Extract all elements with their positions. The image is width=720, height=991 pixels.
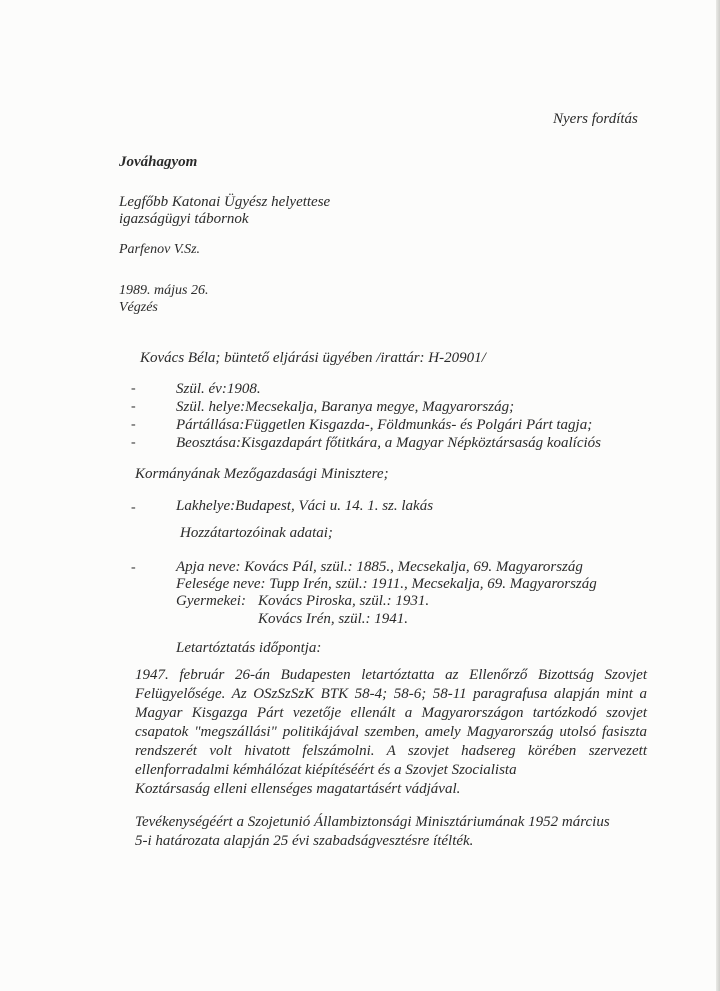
scan-edge [716, 0, 720, 991]
paragraph-line: Felügyelősége. Az OSzSzSzK BTK 58-4; 58-6; 58-11 paragrafusa alapján mint a [135, 686, 647, 702]
sentence-paragraph [135, 813, 647, 851]
case-subject-line: Kovács Béla; büntető eljárási ügyében /irattár: H-20901/ [140, 350, 486, 366]
list-dash: - [131, 435, 136, 450]
arrest-heading: Letartóztatás időpontja: [176, 640, 322, 656]
paragraph-line: fasiszta rendszerét volt hivatott felszámolni. A szovjet hadsereg körében [135, 724, 647, 759]
list-dash: - [131, 399, 136, 414]
signatory-name: Parfenov V.Sz. [119, 242, 201, 257]
paragraph-line: szervezett ellenforradalmi kémhálózat kiépítéséért és a Szovjet Szocialista [135, 743, 648, 778]
residence: Lakhelye:Budapest, Váci u. 14. 1. sz. lakás [176, 498, 434, 514]
birth-place: Szül. helye:Mecsekalja, Baranya megye, Magyarország; [176, 399, 515, 415]
translation-note: Nyers fordítás [553, 111, 638, 127]
party-membership: Pártállása:Független Kisgazda-, Földmunkás- és Polgári Párt tagja; [176, 417, 593, 433]
wife-details: Felesége neve: Tupp Irén, szül.: 1911., Mecsekalja, 69. Magyarország [176, 576, 597, 592]
arrest-paragraph [135, 666, 647, 799]
list-dash: - [131, 560, 136, 575]
official-title-line-1: Legfőbb Katonai Ügyész helyettese [119, 194, 331, 210]
list-dash: - [131, 381, 136, 396]
approval-title: Jováhagyom [119, 154, 198, 170]
position: Beosztása:Kisgazdapárt főtitkára, a Magyar Népköztársaság koalíciós [176, 435, 601, 451]
position-continuation: Kormányának Mezőgazdasági Minisztere; [135, 466, 389, 482]
child-1: Kovács Piroska, szül.: 1931. [258, 593, 430, 609]
paragraph-line: Tevékenységéért a Szojetunió Állambiztonsági Minisztáriumának 1952 március [135, 814, 610, 830]
approval-date: 1989. május 26. [119, 283, 209, 298]
paragraph-line: csapatok "megszállási" politikájával szemben, amely Magyarország utolsó [135, 724, 597, 740]
document-type: Végzés [119, 300, 158, 315]
relatives-heading: Hozzátartozóinak adatai; [180, 525, 333, 541]
father-details: Apja neve: Kovács Pál, szül.: 1885., Mecsekalja, 69. Magyarország [176, 559, 583, 575]
official-title-line-2: igazságügyi tábornok [119, 211, 249, 227]
children-label: Gyermekei: [176, 593, 246, 609]
paragraph-line: 1947. február 26-án Budapesten letartóztatta az Ellenőrző Bizottság Szovjet [135, 667, 647, 683]
list-dash: - [131, 500, 136, 515]
list-dash: - [131, 417, 136, 432]
birth-year: Szül. év:1908. [176, 381, 261, 397]
child-2: Kovács Irén, szül.: 1941. [258, 611, 408, 627]
paragraph-line: Magyar Kisgazga Párt vezetője ellenált a Magyarországon tartózkodó szovjet [135, 705, 647, 721]
paragraph-line: 5-i határozata alapján 25 évi szabadságvesztésre ítélték. [135, 833, 474, 849]
paragraph-line: Koztársaság elleni ellenséges magatartásért vádjával. [135, 781, 461, 797]
